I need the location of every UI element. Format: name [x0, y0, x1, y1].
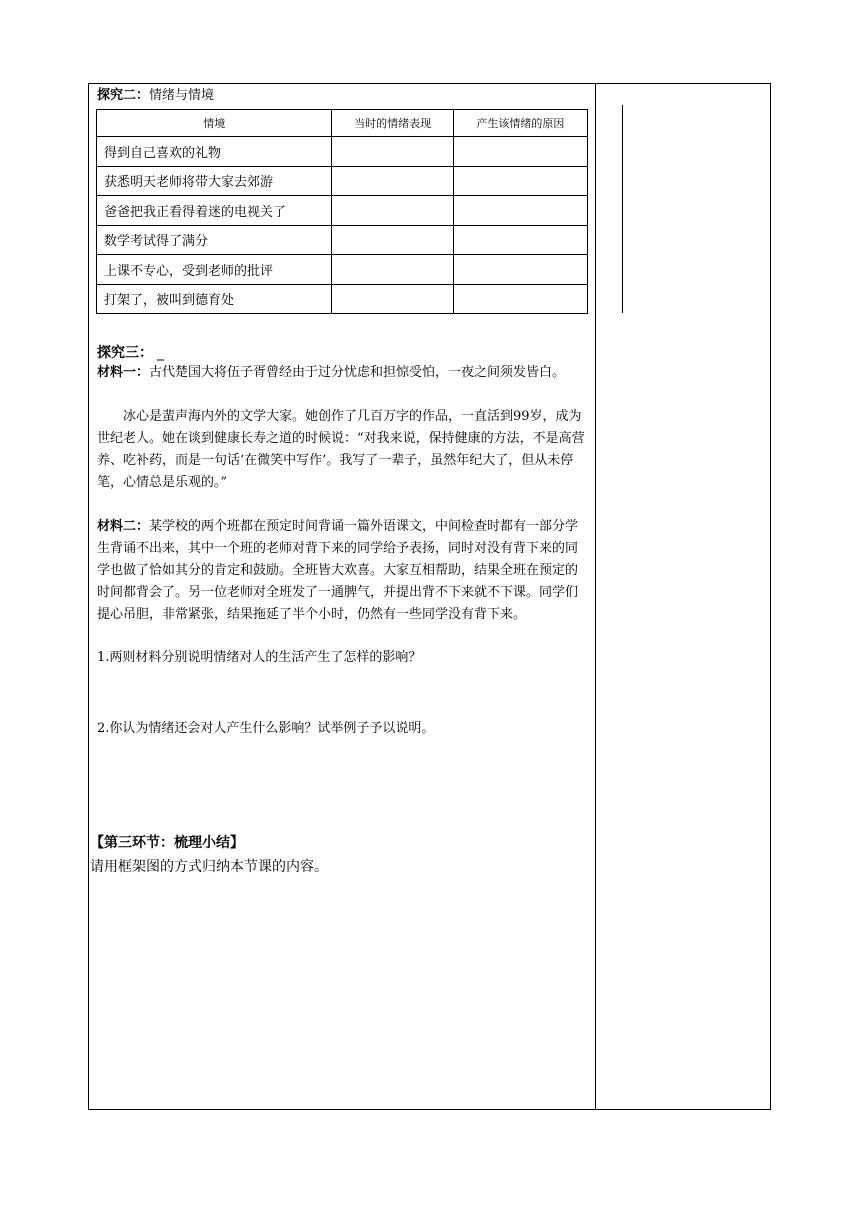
- section2-label: 探究二：: [97, 88, 150, 103]
- emotion-cell[interactable]: [332, 196, 453, 226]
- reason-cell[interactable]: [453, 166, 587, 196]
- reason-cell[interactable]: [453, 196, 587, 226]
- question-1: 1.两则材料分别说明情绪对人的生活产生了怎样的影响？: [97, 650, 422, 665]
- table-row: [97, 196, 588, 226]
- section4-heading: 【第三环节：梳理小结】: [90, 835, 244, 851]
- table-row: [97, 137, 588, 167]
- section2-heading: [97, 87, 214, 105]
- question-2: 2.你认为情绪还会对人产生什么影响？试举例子予以说明。: [97, 721, 435, 736]
- emotion-cell[interactable]: [332, 225, 453, 255]
- reason-cell[interactable]: [453, 255, 587, 285]
- emotion-cell[interactable]: [332, 137, 453, 167]
- section3-heading: [97, 342, 164, 362]
- emotion-table: [96, 109, 588, 314]
- table-header-row: [97, 110, 588, 137]
- section3-title: 探究三：: [97, 345, 153, 361]
- header-situation: 情境: [97, 110, 332, 137]
- material1-text: 古代楚国大将伍子胥曾经由于过分忧虑和担惊受怕，一夜之间须发皆白。: [149, 365, 566, 380]
- situation-cell: 得到自己喜欢的礼物: [97, 137, 332, 167]
- situation-cell: 获悉明天老师将带大家去郊游: [97, 166, 332, 196]
- material2-text: 某学校的两个班都在预定时间背诵一篇外语课文，中间检查时都有一部分学生背诵不出来，其中一个班的老师对背下来的同学给予表扬，同时对没有背下来的同学也做了恰如其分的肯定和鼓励。全班皆大欢喜。大家互相帮助，结果全班在预定的时间都背会了。另一位老师对全班发了一通脾气，并提出背不下来就不下课。同学们提心吊胆，非常紧张，结果拖延了半个小时，仍然有一些同学没有背下来。: [97, 519, 579, 622]
- emotion-cell[interactable]: [332, 284, 453, 314]
- material1-paragraph: [97, 362, 587, 384]
- column-divider: [595, 83, 596, 1110]
- header-reason: 产生该情绪的原因: [453, 110, 587, 137]
- situation-cell: 爸爸把我正看得着迷的电视关了: [97, 196, 332, 226]
- summary-instruction: 请用框架图的方式归纳本节课的内容。: [90, 859, 328, 875]
- material2-label: 材料二：: [97, 519, 150, 534]
- margin-line: [622, 105, 623, 313]
- material2-paragraph: [97, 516, 587, 626]
- table-row: [97, 284, 588, 314]
- reason-cell[interactable]: [453, 137, 587, 167]
- material1-label: 材料一：: [97, 365, 150, 380]
- emotion-cell[interactable]: [332, 255, 453, 285]
- reason-cell[interactable]: [453, 225, 587, 255]
- section2-title: 情绪与情境: [149, 88, 215, 103]
- situation-cell: 数学考试得了满分: [97, 225, 332, 255]
- text-cursor: _: [157, 345, 164, 361]
- situation-cell: 上课不专心，受到老师的批评: [97, 255, 332, 285]
- situation-cell: 打架了，被叫到德育处: [97, 284, 332, 314]
- table-row: [97, 255, 588, 285]
- emotion-cell[interactable]: [332, 166, 453, 196]
- table-row: [97, 166, 588, 196]
- material1-paragraph2: 冰心是蜚声海内外的文学大家。她创作了几百万字的作品，一直活到99岁，成为世纪老人。她在谈到健康长寿之道的时候说：“对我来说，保持健康的方法，不是高营养、吃补药，而是一句话‘在微笑中写作’。我写了一辈子，虽然年纪大了，但从未停笔，心情总是乐观的。”: [97, 409, 585, 490]
- table-row: [97, 225, 588, 255]
- header-emotion: 当时的情绪表现: [332, 110, 453, 137]
- reason-cell[interactable]: [453, 284, 587, 314]
